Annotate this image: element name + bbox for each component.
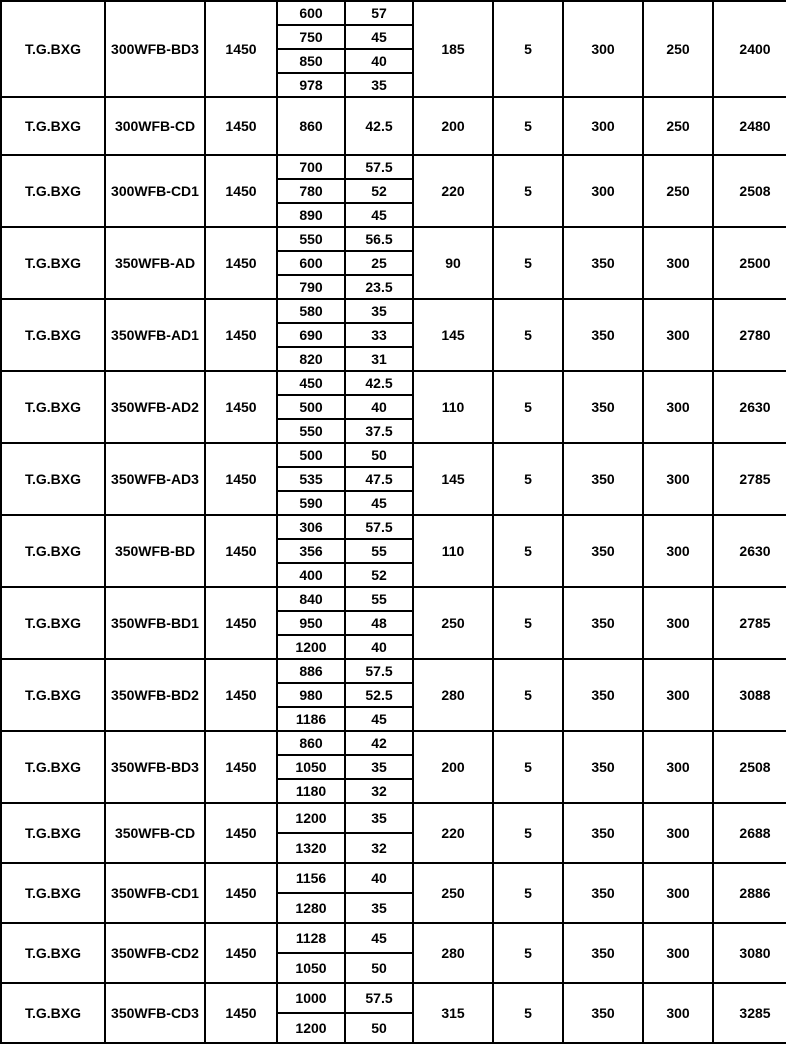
- cell-flow: 890: [299, 206, 323, 223]
- cell-stages: 5: [493, 983, 563, 1043]
- cell-head-group: [345, 863, 413, 923]
- cell-power: 200: [413, 97, 493, 155]
- cell-flow: 978: [299, 76, 323, 93]
- cell-outlet: 250: [643, 155, 713, 227]
- cell-power: 315: [413, 983, 493, 1043]
- cell-model: 350WFB-AD1: [105, 299, 205, 371]
- cell-brand: T.G.BXG: [1, 923, 105, 983]
- cell-flow: 1200: [278, 804, 344, 833]
- cell-speed: 1450: [205, 155, 277, 227]
- cell-brand: T.G.BXG: [1, 299, 105, 371]
- cell-head: 45: [371, 206, 387, 223]
- cell-model: 350WFB-CD: [105, 803, 205, 863]
- cell-flow-group: [277, 299, 345, 371]
- cell-weight: 2480: [713, 97, 786, 155]
- cell-head: 23.5: [365, 278, 393, 295]
- cell-model: 350WFB-AD3: [105, 443, 205, 515]
- cell-power: 185: [413, 1, 493, 97]
- cell-head: 52: [346, 179, 412, 203]
- cell-flow-group: [277, 863, 345, 923]
- cell-brand: T.G.BXG: [1, 587, 105, 659]
- cell-inlet: 300: [563, 97, 643, 155]
- cell-weight: 2785: [713, 443, 786, 515]
- cell-stages: 5: [493, 659, 563, 731]
- cell-head-group: [345, 443, 413, 515]
- cell-brand: T.G.BXG: [1, 227, 105, 299]
- cell-brand: T.G.BXG: [1, 983, 105, 1043]
- cell-head: 57.5: [346, 660, 412, 683]
- cell-weight: 2508: [713, 731, 786, 803]
- table-row: [1, 1, 786, 97]
- cell-head: 50: [371, 959, 387, 976]
- cell-head: 48: [346, 611, 412, 635]
- cell-head-group: [345, 97, 413, 155]
- cell-flow: 780: [278, 179, 344, 203]
- cell-head: 55: [346, 539, 412, 563]
- cell-power: 220: [413, 155, 493, 227]
- cell-flow: 1320: [295, 839, 327, 856]
- cell-stages: 5: [493, 923, 563, 983]
- cell-flow: 400: [299, 566, 323, 583]
- cell-head: 57.5: [346, 516, 412, 539]
- cell-flow-group: [277, 515, 345, 587]
- cell-stages: 5: [493, 97, 563, 155]
- cell-inlet: 350: [563, 863, 643, 923]
- table-row: [1, 587, 786, 659]
- cell-speed: 1450: [205, 923, 277, 983]
- cell-head: 52: [371, 566, 387, 583]
- cell-flow: 950: [278, 611, 344, 635]
- cell-speed: 1450: [205, 863, 277, 923]
- cell-stages: 5: [493, 227, 563, 299]
- cell-head: 37.5: [365, 422, 393, 439]
- cell-stages: 5: [493, 1, 563, 97]
- cell-head: 32: [371, 782, 387, 799]
- table-row: [1, 863, 786, 923]
- cell-brand: T.G.BXG: [1, 1, 105, 97]
- cell-power: 280: [413, 923, 493, 983]
- cell-speed: 1450: [205, 983, 277, 1043]
- table-row: [1, 731, 786, 803]
- cell-flow: 1186: [295, 710, 327, 727]
- cell-outlet: 250: [643, 97, 713, 155]
- cell-head-group: [345, 659, 413, 731]
- cell-head: 42.5: [365, 117, 393, 134]
- cell-outlet: 300: [643, 731, 713, 803]
- cell-head-group: [345, 227, 413, 299]
- cell-flow: 580: [278, 300, 344, 323]
- cell-outlet: 300: [643, 659, 713, 731]
- cell-inlet: 350: [563, 227, 643, 299]
- cell-inlet: 350: [563, 515, 643, 587]
- cell-flow: 840: [278, 588, 344, 611]
- cell-inlet: 350: [563, 923, 643, 983]
- cell-power: 110: [413, 515, 493, 587]
- cell-head: 35: [346, 804, 412, 833]
- cell-flow: 690: [278, 323, 344, 347]
- cell-brand: T.G.BXG: [1, 659, 105, 731]
- cell-outlet: 300: [643, 371, 713, 443]
- cell-flow: 820: [299, 350, 323, 367]
- cell-power: 90: [413, 227, 493, 299]
- cell-stages: 5: [493, 863, 563, 923]
- cell-weight: 2508: [713, 155, 786, 227]
- cell-flow: 590: [299, 494, 323, 511]
- cell-speed: 1450: [205, 803, 277, 863]
- cell-head-group: [345, 155, 413, 227]
- cell-speed: 1450: [205, 731, 277, 803]
- cell-head: 45: [346, 25, 412, 49]
- cell-stages: 5: [493, 731, 563, 803]
- cell-head-group: [345, 1, 413, 97]
- cell-speed: 1450: [205, 299, 277, 371]
- cell-head-group: [345, 371, 413, 443]
- cell-stages: 5: [493, 515, 563, 587]
- cell-model: 350WFB-CD1: [105, 863, 205, 923]
- cell-weight: 2400: [713, 1, 786, 97]
- table-row: [1, 515, 786, 587]
- cell-head: 45: [371, 710, 387, 727]
- cell-head: 47.5: [346, 467, 412, 491]
- cell-head: 40: [346, 49, 412, 73]
- cell-outlet: 250: [643, 1, 713, 97]
- cell-flow-group: [277, 923, 345, 983]
- cell-head: 32: [371, 839, 387, 856]
- cell-outlet: 300: [643, 803, 713, 863]
- cell-flow-group: [277, 155, 345, 227]
- cell-inlet: 350: [563, 587, 643, 659]
- cell-head-group: [345, 731, 413, 803]
- cell-stages: 5: [493, 371, 563, 443]
- cell-flow: 750: [278, 25, 344, 49]
- cell-inlet: 350: [563, 659, 643, 731]
- cell-flow: 550: [278, 228, 344, 251]
- cell-brand: T.G.BXG: [1, 515, 105, 587]
- cell-head: 50: [371, 1019, 387, 1036]
- cell-flow-group: [277, 227, 345, 299]
- cell-outlet: 300: [643, 299, 713, 371]
- cell-head: 35: [346, 300, 412, 323]
- cell-inlet: 350: [563, 443, 643, 515]
- cell-head: 42.5: [346, 372, 412, 395]
- cell-head: 45: [346, 924, 412, 953]
- cell-flow-group: [277, 983, 345, 1043]
- cell-head-group: [345, 803, 413, 863]
- cell-head-group: [345, 587, 413, 659]
- cell-brand: T.G.BXG: [1, 443, 105, 515]
- cell-speed: 1450: [205, 227, 277, 299]
- table-row: [1, 923, 786, 983]
- cell-weight: 3080: [713, 923, 786, 983]
- table-row: [1, 983, 786, 1043]
- cell-flow-group: [277, 443, 345, 515]
- cell-brand: T.G.BXG: [1, 863, 105, 923]
- table-row: [1, 227, 786, 299]
- cell-speed: 1450: [205, 97, 277, 155]
- cell-outlet: 300: [643, 227, 713, 299]
- cell-stages: 5: [493, 803, 563, 863]
- cell-flow: 1200: [295, 638, 327, 655]
- cell-flow-group: [277, 371, 345, 443]
- cell-power: 145: [413, 443, 493, 515]
- cell-model: 300WFB-BD3: [105, 1, 205, 97]
- table-row: [1, 299, 786, 371]
- cell-flow: 1000: [278, 984, 344, 1013]
- cell-head: 35: [371, 76, 387, 93]
- table-row: [1, 659, 786, 731]
- cell-head-group: [345, 299, 413, 371]
- cell-flow: 500: [278, 444, 344, 467]
- cell-flow-group: [277, 659, 345, 731]
- cell-brand: T.G.BXG: [1, 803, 105, 863]
- cell-model: 300WFB-CD1: [105, 155, 205, 227]
- cell-weight: 2780: [713, 299, 786, 371]
- table-row: [1, 155, 786, 227]
- cell-flow: 306: [278, 516, 344, 539]
- cell-flow: 500: [278, 395, 344, 419]
- cell-head: 57: [346, 2, 412, 25]
- cell-power: 280: [413, 659, 493, 731]
- cell-flow: 535: [278, 467, 344, 491]
- cell-flow: 1200: [295, 1019, 327, 1036]
- cell-power: 110: [413, 371, 493, 443]
- cell-brand: T.G.BXG: [1, 371, 105, 443]
- cell-power: 250: [413, 587, 493, 659]
- cell-outlet: 300: [643, 515, 713, 587]
- cell-outlet: 300: [643, 923, 713, 983]
- cell-brand: T.G.BXG: [1, 97, 105, 155]
- cell-flow: 850: [278, 49, 344, 73]
- table-row: [1, 97, 786, 155]
- cell-power: 220: [413, 803, 493, 863]
- cell-model: 350WFB-CD3: [105, 983, 205, 1043]
- cell-speed: 1450: [205, 371, 277, 443]
- cell-model: 350WFB-BD: [105, 515, 205, 587]
- cell-head-group: [345, 515, 413, 587]
- cell-flow: 356: [278, 539, 344, 563]
- cell-weight: 2785: [713, 587, 786, 659]
- cell-inlet: 300: [563, 155, 643, 227]
- cell-head: 40: [346, 864, 412, 893]
- cell-weight: 2500: [713, 227, 786, 299]
- cell-head: 45: [371, 494, 387, 511]
- cell-weight: 2886: [713, 863, 786, 923]
- cell-weight: 3088: [713, 659, 786, 731]
- cell-model: 350WFB-BD1: [105, 587, 205, 659]
- cell-flow-group: [277, 803, 345, 863]
- cell-head: 31: [371, 350, 387, 367]
- cell-inlet: 350: [563, 731, 643, 803]
- table-body: [1, 1, 786, 1043]
- cell-flow: 980: [278, 683, 344, 707]
- cell-model: 350WFB-BD2: [105, 659, 205, 731]
- cell-inlet: 350: [563, 983, 643, 1043]
- cell-model: 350WFB-BD3: [105, 731, 205, 803]
- cell-speed: 1450: [205, 515, 277, 587]
- cell-outlet: 300: [643, 443, 713, 515]
- cell-model: 300WFB-CD: [105, 97, 205, 155]
- cell-head: 33: [346, 323, 412, 347]
- cell-flow: 450: [278, 372, 344, 395]
- cell-weight: 2688: [713, 803, 786, 863]
- cell-stages: 5: [493, 155, 563, 227]
- cell-head-group: [345, 983, 413, 1043]
- cell-brand: T.G.BXG: [1, 731, 105, 803]
- cell-flow-group: [277, 97, 345, 155]
- cell-flow: 600: [278, 2, 344, 25]
- cell-model: 350WFB-AD2: [105, 371, 205, 443]
- cell-weight: 3285: [713, 983, 786, 1043]
- cell-stages: 5: [493, 587, 563, 659]
- cell-model: 350WFB-AD: [105, 227, 205, 299]
- cell-weight: 2630: [713, 371, 786, 443]
- cell-head: 35: [346, 755, 412, 779]
- cell-head: 40: [371, 638, 387, 655]
- cell-weight: 2630: [713, 515, 786, 587]
- cell-speed: 1450: [205, 587, 277, 659]
- cell-flow: 550: [299, 422, 323, 439]
- cell-head: 25: [346, 251, 412, 275]
- cell-flow: 1128: [278, 924, 344, 953]
- cell-flow: 886: [278, 660, 344, 683]
- cell-flow: 1050: [278, 755, 344, 779]
- cell-head: 57.5: [346, 984, 412, 1013]
- cell-head: 52.5: [346, 683, 412, 707]
- cell-head: 55: [346, 588, 412, 611]
- cell-model: 350WFB-CD2: [105, 923, 205, 983]
- cell-inlet: 350: [563, 371, 643, 443]
- cell-flow: 790: [299, 278, 323, 295]
- cell-flow: 1280: [295, 899, 327, 916]
- cell-outlet: 300: [643, 983, 713, 1043]
- cell-head: 57.5: [346, 156, 412, 179]
- cell-head: 40: [346, 395, 412, 419]
- cell-inlet: 350: [563, 803, 643, 863]
- cell-power: 200: [413, 731, 493, 803]
- cell-flow: 600: [278, 251, 344, 275]
- cell-flow-group: [277, 1, 345, 97]
- cell-flow: 700: [278, 156, 344, 179]
- cell-head-group: [345, 923, 413, 983]
- cell-inlet: 350: [563, 299, 643, 371]
- cell-power: 145: [413, 299, 493, 371]
- cell-speed: 1450: [205, 1, 277, 97]
- cell-head: 56.5: [346, 228, 412, 251]
- cell-head: 35: [371, 899, 387, 916]
- table-row: [1, 443, 786, 515]
- cell-stages: 5: [493, 299, 563, 371]
- cell-head: 42: [346, 732, 412, 755]
- cell-flow: 1156: [278, 864, 344, 893]
- table-row: [1, 803, 786, 863]
- cell-inlet: 300: [563, 1, 643, 97]
- cell-speed: 1450: [205, 443, 277, 515]
- cell-outlet: 300: [643, 863, 713, 923]
- cell-outlet: 300: [643, 587, 713, 659]
- cell-power: 250: [413, 863, 493, 923]
- cell-flow: 1180: [295, 782, 327, 799]
- cell-flow-group: [277, 587, 345, 659]
- cell-flow-group: [277, 731, 345, 803]
- cell-flow: 1050: [295, 959, 327, 976]
- cell-stages: 5: [493, 443, 563, 515]
- cell-head: 50: [346, 444, 412, 467]
- cell-speed: 1450: [205, 659, 277, 731]
- cell-brand: T.G.BXG: [1, 155, 105, 227]
- table-row: [1, 371, 786, 443]
- cell-flow: 860: [299, 117, 323, 134]
- cell-flow: 860: [278, 732, 344, 755]
